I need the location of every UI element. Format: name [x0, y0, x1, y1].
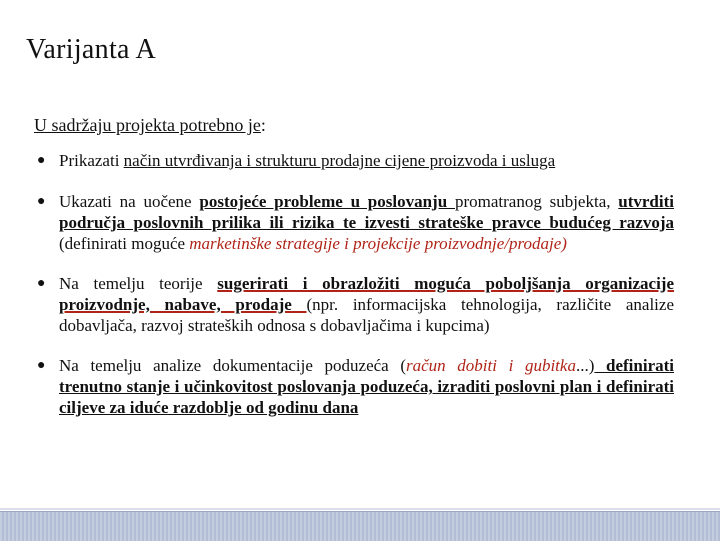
- intro-colon: :: [260, 115, 266, 135]
- bullet-text: ...): [575, 356, 595, 375]
- bullet-text: Prikazati: [59, 151, 124, 170]
- slide-title: Varijanta A: [26, 34, 157, 65]
- bullet-icon: ●: [37, 276, 46, 291]
- bullet-bold-underlined-text: sugerirati i obrazložiti moguća poboljšanja organizacije proizvodnje, nabave, prodaje: [59, 274, 674, 314]
- list-item: [34, 191, 674, 254]
- list-item: [34, 150, 674, 171]
- intro-underlined: U sadržaju projekta potrebno je: [34, 115, 261, 135]
- bullet-icon: ●: [37, 358, 46, 373]
- bullet-bold-underlined-text: definirati trenutno stanje i učinkovitost poslovanja poduzeća, izraditi poslovni plan i definirati ciljeve za iduće razdoblje od godinu dana: [59, 356, 674, 417]
- bullet-underlined-text: način utvrđivanja i strukturu prodajne cijene proizvoda i usluga: [123, 151, 556, 170]
- intro-text: [34, 115, 266, 136]
- list-item: [34, 355, 674, 418]
- bullet-bold-underlined-text: postojeće probleme u poslovanju: [199, 192, 455, 211]
- bullet-text: promatranog subjekta,: [454, 192, 619, 211]
- bullet-text: (npr. informacijska tehnologija, različite analize dobavljača, razvoj strateških odnosa s dobavljačima i kupcima): [59, 295, 675, 335]
- bullet-text: Na temelju teorije: [59, 274, 218, 293]
- list-item: [34, 273, 674, 336]
- bullet-italic-red-text: marketinške strategije i projekcije proizvodnje/prodaje): [189, 234, 567, 253]
- bullet-icon: ●: [37, 153, 46, 168]
- bullet-bold-underlined-text: utvrditi područja poslovnih prilika ili rizika te izvesti strateške pravce budućeg razvoja: [59, 192, 674, 232]
- bullet-text: Ukazati na uočene: [59, 192, 200, 211]
- bullet-icon: ●: [37, 194, 46, 209]
- bullet-text: Na temelju analize dokumentacije poduzeća (: [59, 356, 407, 375]
- requirements-list: [34, 150, 674, 418]
- footer-band: [0, 511, 720, 541]
- bullet-text: (definirati moguće: [59, 234, 190, 253]
- bullet-italic-red-text: račun dobiti i gubitka: [406, 356, 576, 375]
- footer-divider: [0, 508, 720, 510]
